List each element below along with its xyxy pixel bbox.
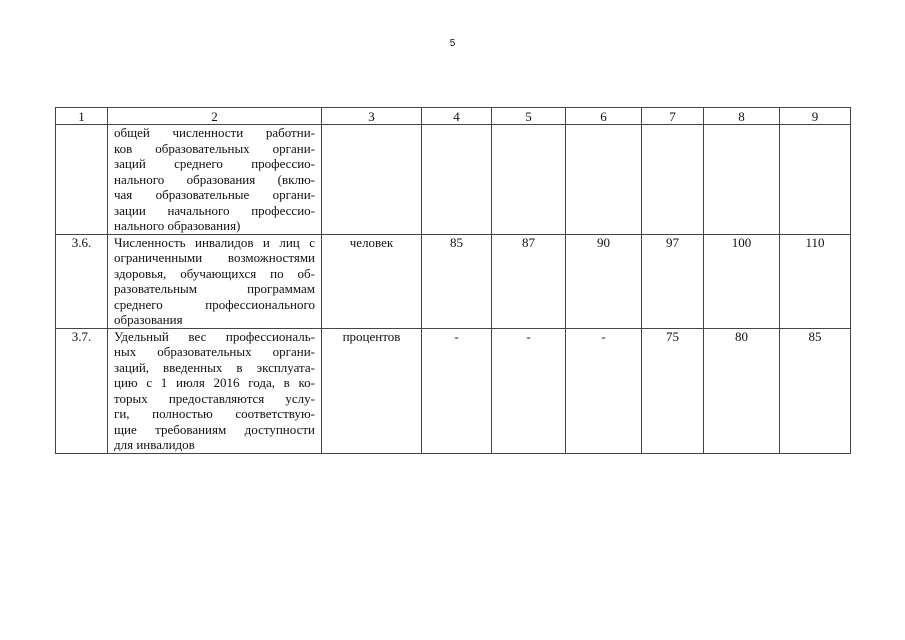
value-cell (422, 125, 492, 235)
value-cell: - (422, 328, 492, 453)
header-cell: 4 (422, 108, 492, 125)
value-cell: 85 (422, 234, 492, 328)
header-cell: 7 (642, 108, 704, 125)
value-cell (704, 125, 780, 235)
value-cell: 75 (642, 328, 704, 453)
row-number-cell (56, 125, 108, 235)
value-cell: - (492, 328, 566, 453)
value-cell (780, 125, 851, 235)
value-cell: 97 (642, 234, 704, 328)
unit-cell (322, 125, 422, 235)
indicator-name-cell (108, 328, 322, 453)
indicators-table (55, 107, 851, 454)
header-cell: 1 (56, 108, 108, 125)
text-line: ков образовательных органи- (114, 140, 315, 156)
text-line: ограниченными возможностями (114, 250, 315, 265)
text-line: чая образовательные органи- (114, 187, 315, 202)
text-line: цию с 1 июля 2016 года, в ко- (114, 375, 315, 390)
text-line: нального образования (вклю- (114, 171, 315, 187)
header-cell: 5 (492, 108, 566, 125)
text-line: ных образовательных органи- (114, 344, 315, 359)
table-row (56, 328, 851, 453)
value-cell (566, 125, 642, 235)
text-line: щие требованиям доступности (114, 421, 315, 437)
value-cell: 100 (704, 234, 780, 328)
header-cell: 8 (704, 108, 780, 125)
text-line: для инвалидов (114, 437, 195, 452)
value-cell: 85 (780, 328, 851, 453)
header-cell: 3 (322, 108, 422, 125)
text-line: здоровья, обучающихся по об- (114, 265, 315, 281)
text-line: нального образования) (114, 218, 241, 233)
text-line: Численность инвалидов и лиц с (114, 234, 315, 250)
text-line: заций среднего профессио- (114, 156, 315, 171)
value-cell (642, 125, 704, 235)
page-number: 5 (449, 38, 456, 49)
value-cell: 80 (704, 328, 780, 453)
indicator-name-cell (108, 125, 322, 235)
text-line: Удельный вес профессиональ- (114, 328, 315, 344)
text-line: ги, полностью соответствую- (114, 406, 315, 421)
value-cell: 90 (566, 234, 642, 328)
value-cell (492, 125, 566, 235)
row-number-cell: 3.6. (56, 234, 108, 328)
value-cell: - (566, 328, 642, 453)
header-cell: 9 (780, 108, 851, 125)
text-line: образования (114, 312, 183, 327)
text-line: разовательным программам (114, 281, 315, 296)
table-header-row (56, 108, 851, 125)
header-cell: 6 (566, 108, 642, 125)
text-line: общей численности работни- (114, 125, 315, 140)
table-row (56, 234, 851, 328)
unit-cell: процентов (322, 328, 422, 453)
row-number-cell: 3.7. (56, 328, 108, 453)
text-line: зации начального профессио- (114, 202, 315, 218)
table-row (56, 125, 851, 235)
text-line: среднего профессионального (114, 296, 315, 312)
value-cell: 110 (780, 234, 851, 328)
text-line: торых предоставляются услу- (114, 390, 315, 406)
indicator-name-cell (108, 234, 322, 328)
value-cell: 87 (492, 234, 566, 328)
header-cell: 2 (108, 108, 322, 125)
unit-cell: человек (322, 234, 422, 328)
text-line: заций, введенных в эксплуата- (114, 359, 315, 375)
